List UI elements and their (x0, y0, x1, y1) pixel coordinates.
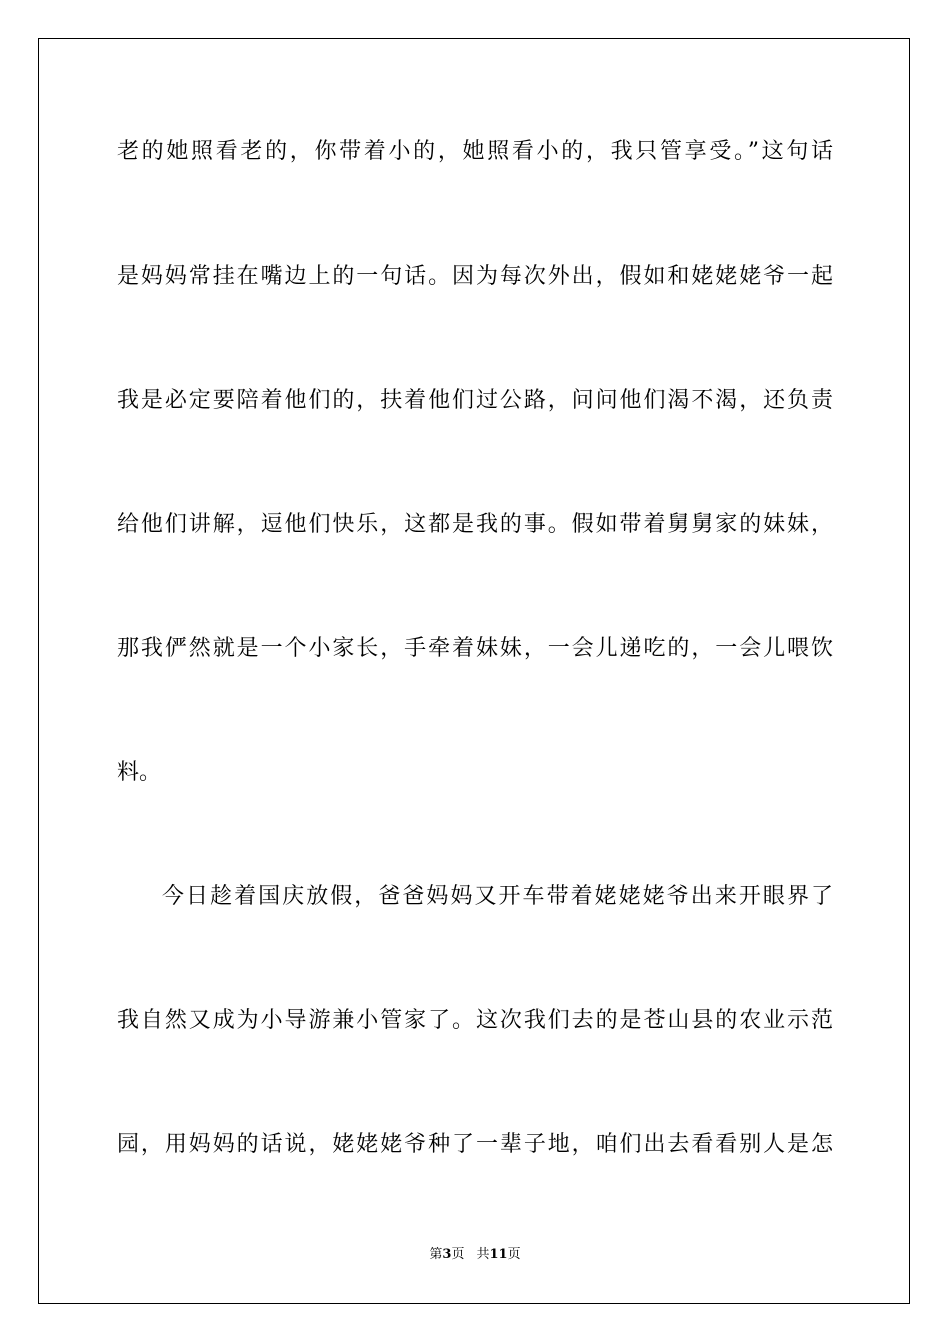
footer-page-suffix: 页 (451, 1247, 465, 1262)
text-line-3: 我是必定要陪着他们的，扶着他们过公路，问问他们渴不渴，还负责 (117, 388, 833, 413)
text-line-2: 是妈妈常挂在嘴边上的一句话。因为每次外出，假如和姥姥姥爷一起 (117, 264, 833, 289)
footer-total-number: 11 (489, 1247, 508, 1262)
footer-page-number: 3 (442, 1247, 452, 1262)
paragraph-2-first-line: 今日趁着国庆放假，爸爸妈妈又开车带着姥姥姥爷出来开眼界了 (162, 884, 833, 909)
footer-total-prefix: 共 (476, 1247, 490, 1262)
text-line-1: 老的她照看老的，你带着小的，她照看小的，我只管享受。”这句话 (117, 139, 833, 164)
text-line-6: 料。 (117, 760, 162, 785)
page-border (38, 38, 910, 1304)
page-footer (0, 1245, 950, 1265)
text-line-8: 我自然又成为小导游兼小管家了。这次我们去的是苍山县的农业示范 (117, 1008, 833, 1033)
footer-page-prefix: 第 (429, 1247, 443, 1262)
text-line-9: 园，用妈妈的话说，姥姥姥爷种了一辈子地，咱们出去看看别人是怎 (117, 1132, 833, 1157)
footer-total-suffix: 页 (507, 1247, 521, 1262)
text-line-5: 那我俨然就是一个小家长，手牵着妹妹，一会儿递吃的，一会儿喂饮 (117, 636, 833, 661)
text-line-4: 给他们讲解，逗他们快乐，这都是我的事。假如带着舅舅家的妹妹， (117, 512, 833, 537)
